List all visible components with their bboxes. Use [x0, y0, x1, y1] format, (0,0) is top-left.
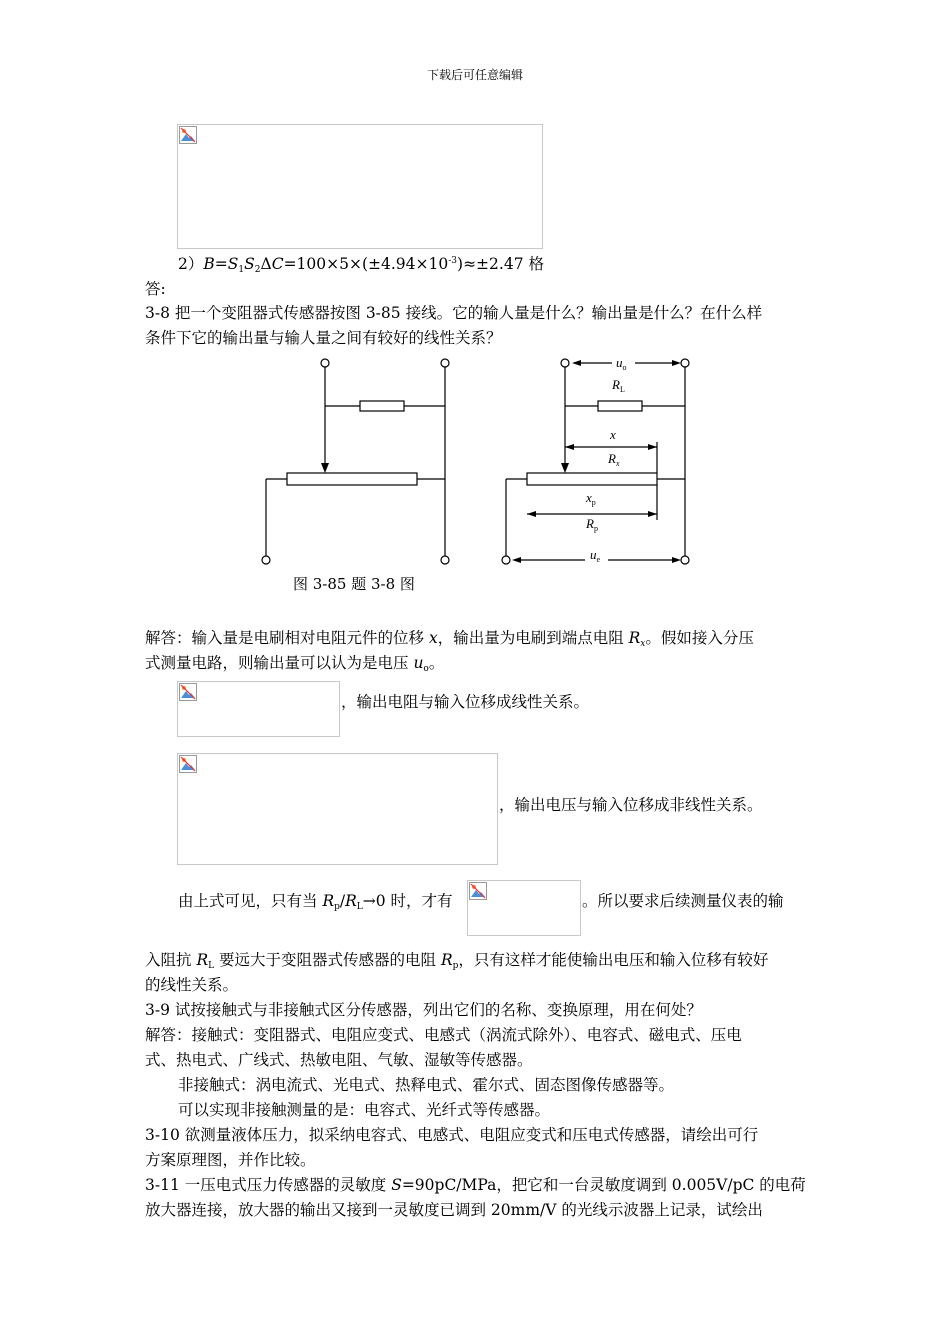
formula-image-placeholder: [467, 880, 581, 936]
figure-3-85-circuit: [250, 350, 710, 575]
right-potentiometer: [527, 473, 657, 485]
formula-image-placeholder: [177, 681, 340, 737]
svg-text:uo: $u_o$: [616, 355, 627, 372]
svg-text:Rp: $R_p$: [586, 516, 598, 533]
left-terminal-top-2: [441, 359, 449, 367]
question-3-8-line2: 条件下它的输出量与输人量之间有较好的线性关系？: [145, 329, 502, 347]
svg-text:RL: $R_L$: [612, 377, 625, 394]
left-load-resistor: [360, 401, 404, 411]
linear-relation-text: ，输出电阻与输入位移成线性关系。: [341, 693, 590, 711]
question-3-9: 3-9 试按接触式与非接触式区分传感器，列出它们的名称、变换原理，用在何处？: [145, 1001, 702, 1019]
sensitivity-result: $2)B=S_1S_2\Delta C=100\times 5\times(\pm 4.94\times 10^{-3})\approx\pm 2.47$ 格: [178, 255, 544, 275]
page-header: 下载后可任意编辑: [426, 68, 523, 82]
svg-text:Rx: $R_x$: [608, 451, 620, 468]
label-uo: u: [616, 355, 623, 370]
answer-3-9-line3: 非接触式：涡电流式、光电式、热释电式、霍尔式、固态图像传感器等。: [178, 1076, 675, 1094]
left-terminal-top-1: [321, 359, 329, 367]
condition-line-a: 由上式可见，只有当 $R_p/R_L\to 0$ 时，才有: [178, 892, 453, 912]
formula-image-placeholder: [177, 753, 498, 865]
question-3-8-line1: 3-8 把一个变阻器式传感器按图 3-85 接线。它的输人量是什么？输出量是什么？在什么样: [145, 304, 763, 322]
answer-3-8-line1: 解答：输入量是电刷相对电阻元件的位移 x，输出量为电刷到端点电阻 $R_x$。假如接入分压: [145, 629, 754, 649]
svg-text:xp: $x_p$: [586, 490, 596, 507]
svg-text:ue: $u_e$: [590, 547, 601, 564]
left-potentiometer: [287, 473, 417, 485]
answer-3-9-line1: 解答：接触式：变阻器式、电阻应变式、电感式（涡流式除外）、电容式、磁电式、压电: [145, 1026, 742, 1044]
question-3-11-line2: 放大器连接，放大器的输出又接到一灵敏度已调到 20mm/V 的光线示波器上记录，试绘出: [145, 1201, 763, 1219]
condition-line-3: 的线性关系。: [145, 976, 239, 994]
answer-3-9-line2: 式、热电式、广线式、热敏电阻、气敏、湿敏等传感器。: [145, 1051, 533, 1069]
figure-caption: 图 3-85 题 3-8 图: [293, 575, 415, 593]
condition-line-2: 入阻抗 $R_L$ 要远大于变阻器式传感器的电阻 $R_p$，只有这样才能使输出电压和输入位移有较好: [145, 951, 769, 971]
question-3-10-line1: 3-10 欲测量液体压力，拟采纳电容式、电感式、电阻应变式和压电式传感器，请绘出可行: [145, 1126, 759, 1144]
broken-image-icon: [469, 882, 487, 900]
right-load-resistor: [598, 401, 642, 411]
answer-3-8-line2: 式测量电路，则输出量可以认为是电压 $u_o$。: [145, 654, 445, 674]
question-3-11-line1: 3-11 一压电式压力传感器的灵敏度 S=90pC/MPa，把它和一台灵敏度调到 0.005V/pC 的电荷: [145, 1176, 806, 1194]
broken-image-icon: [179, 126, 197, 144]
broken-image-icon: [179, 755, 197, 773]
answer-3-9-line4: 可以实现非接触测量的是：电容式、光纤式等传感器。: [178, 1101, 551, 1119]
condition-line-b: 。所以要求后续测量仪表的输: [582, 892, 784, 910]
question-3-10-line2: 方案原理图，并作比较。: [145, 1151, 316, 1169]
answer-label: 答:: [145, 280, 166, 298]
label-x: x: [610, 427, 616, 442]
nonlinear-relation-text: ，输出电压与输入位移成非线性关系。: [499, 796, 763, 814]
formula-image-placeholder: [177, 124, 543, 249]
broken-image-icon: [179, 683, 197, 701]
